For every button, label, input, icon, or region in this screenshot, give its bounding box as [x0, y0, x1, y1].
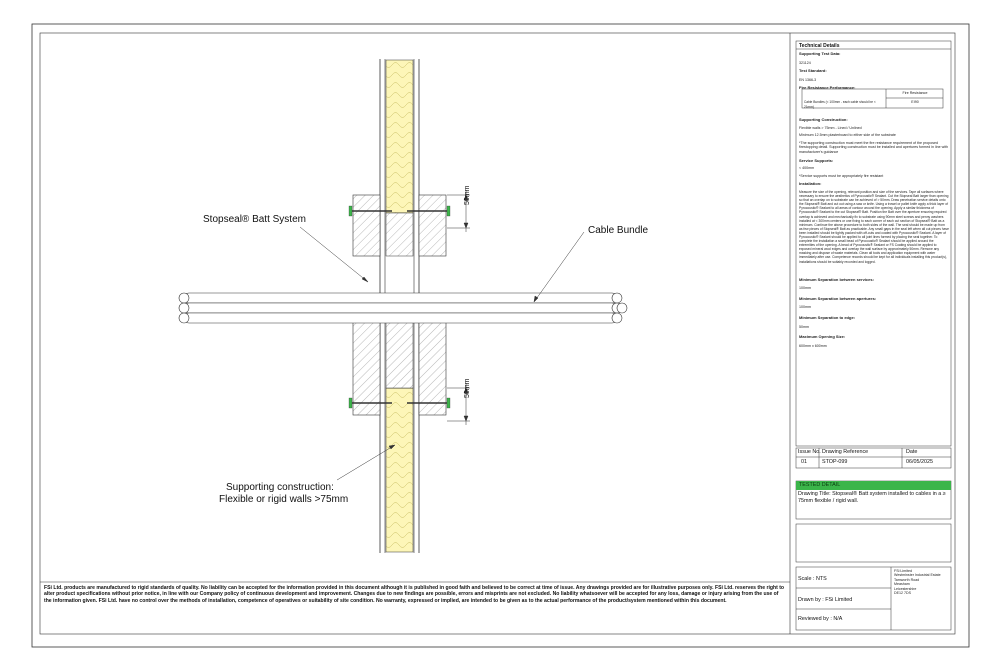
drawing-ref-value: STOP-099 — [822, 459, 848, 465]
address-line: Leicestershire — [894, 586, 917, 591]
supporting-test-data-value: 321124 — [799, 60, 811, 65]
supporting-construction-line: Minimum 12.5mm plasterboard to either side of the substrate — [799, 133, 896, 138]
max-opening-value: 600mm x 600mm — [799, 343, 827, 348]
drawn-by-text: Drawn by : FSi Limited — [798, 597, 853, 603]
disclaimer-text: FSi Ltd. products are manufactured to rigid standards of quality. No liability can be accepted for the information provided in this document although it is published in good faith and believed to be correct at time of issue. Any drawings provided are for illustrative purposes only. FSi Ltd. reserves the right to alter product specifications without prior notice, in line with our Company policy of continuous development and improvement. Changes due to new findings are possible, errors and misprints are not excluded. No liability whatsoever will be accepted for any loss, damage or injury arising from the use of the information given. FSi Ltd. have no control over the methods of installation, competence of operatives or suitability of site condition. No warranty, expressed or implied, are intended to be given as to the actual performance of the product/system mentioned within this document. — [44, 585, 785, 604]
supporting-test-data-label: Supporting Test Data: — [799, 51, 841, 56]
drawing-ref-label: Drawing Reference — [822, 449, 869, 455]
dim-top-label: 50mm — [464, 185, 471, 205]
min-sep-apertures-value: 100mm — [799, 305, 811, 310]
fire-table-row-label: Cable Bundles (< 100mm - each cable should be < 21mm) — [804, 100, 876, 109]
drawing-title: Drawing Title: Stopseal® Batt system installed to cables in a ≥ 75mm flexible / rigid wall. — [798, 491, 946, 504]
fire-resistance-label: Fire Resistance Performance: — [799, 85, 856, 91]
label-supporting-line1: Supporting construction: — [226, 482, 334, 493]
service-supports-label: Service Supports: — [799, 157, 834, 163]
issue-no-value: 01 — [801, 459, 807, 465]
service-supports-line: < 400mm — [799, 166, 815, 171]
address-line: Measham — [894, 582, 910, 587]
test-standard-label: Test Standard: — [799, 68, 827, 74]
address-line: Westminster Industrial Estate — [894, 573, 941, 578]
reviewed-by-text: Reviewed by : N/A — [798, 616, 843, 622]
installation-text: Measure the size of the opening, relevant position and size of the services. Tape all surfaces where necessary to ensure the aesthetics of Pyrocoustic® Sealant. Cut the Stopseal Batt larger than opening so that an overlap on to substrate can be achieved of > 50mm. Draw penetration service details onto the Stopseal® Batt and cut out using a saw or knife. Using a trowel or pallet knife apply a thick layer of Pyrocoustic® Sealant to all areas of contour around the opening. Apply a similar thickness of Pyrocoustic® Sealant to the cut Stopseal® Batt. Position the Batt over the aperture ensuring required overlap is achieved and mechanically fix to substrate using 90mm steel screws and penny washers installed at < 300mm centers or one fixing to each corner of each cut section of Stopseal® Batt as a minimum. Continue the above procedure to both sides of the wall. The seal should be made up from as few pieces of Stopseal® Batt as practicable. Any small gaps in the seal left when all cut pieces have been installed should be tightly packed with off-cuts and coated with Pyrocoustic® Sealant. A layer of Pyrocoustic® Sealant should be applied to all joint lines formed by placing the seal together. To complete the installation a small bead of Pyrocoustic® Sealant should be applied around the extremities of the opening. A bead of Pyrocoustic® Sealant or FS Coating should be applied to exposed mineral wool edges and overlap the wall surface by approximately 50mm. Remove any masking and dispose of waste materials. Clean all tools and application equipment with water immediately after use. Competence records should be kept for all individuals installing this product(s), installations should be suitably recorded and logged. — [799, 189, 949, 264]
company-address — [894, 569, 950, 595]
min-sep-apertures-label: Minimum Separation between apertures: — [799, 295, 877, 301]
insulation-bottom — [386, 388, 413, 552]
min-sep-services-value: 100mm — [799, 286, 811, 291]
test-standard-value: EN 1366-3 — [799, 77, 817, 82]
fire-table-header: Fire Resistance — [902, 91, 928, 95]
tested-detail-title: TESTED DETAIL — [799, 482, 841, 488]
cable-bundle — [179, 293, 627, 323]
address-line: Tamworth Road — [894, 577, 920, 582]
date-label: Date — [906, 449, 918, 455]
issue-no-label: Issue No. — [798, 449, 821, 455]
scale-text: Scale : NTS — [798, 576, 827, 582]
dim-bottom-label: 50mm — [464, 378, 471, 398]
address-line: DE12 7DS — [894, 591, 911, 596]
fire-table-row-value: EI90 — [911, 100, 919, 104]
min-sep-edge-label: Minimum Separation to edge: — [799, 315, 856, 320]
technical-details-content — [799, 52, 949, 91]
address-line: FSi Limited — [894, 569, 912, 573]
label-supporting-line2: Flexible or rigid walls >75mm — [219, 494, 349, 505]
technical-title: Technical Details — [799, 43, 840, 49]
min-sep-edge-value: 50mm — [799, 324, 809, 329]
label-cable-bundle: Cable Bundle — [588, 225, 649, 236]
supporting-construction-line: *The supporting construction must meet the fire resistance requirement of the proposed firestopping detail. Supporting construction must be installed and apertures formed in line with manufacturer's guidance — [799, 140, 949, 154]
max-opening-label: Maximum Opening Size: — [799, 334, 846, 340]
date-value: 06/05/2025 — [906, 459, 933, 465]
supporting-construction-line: Flexible walls > 75mm - Lined / Unlined — [799, 125, 862, 130]
insulation-top — [386, 60, 413, 213]
technical-details-lower — [799, 118, 949, 348]
min-sep-services-label: Minimum Separation between services: — [799, 276, 874, 282]
label-batt-system: Stopseal® Batt System — [203, 214, 306, 225]
supporting-construction-label: Supporting Construction: — [799, 117, 848, 122]
installation-label: Installation: — [799, 181, 822, 187]
service-supports-line: *Service supports must be appropriately fire resistant — [799, 173, 884, 178]
